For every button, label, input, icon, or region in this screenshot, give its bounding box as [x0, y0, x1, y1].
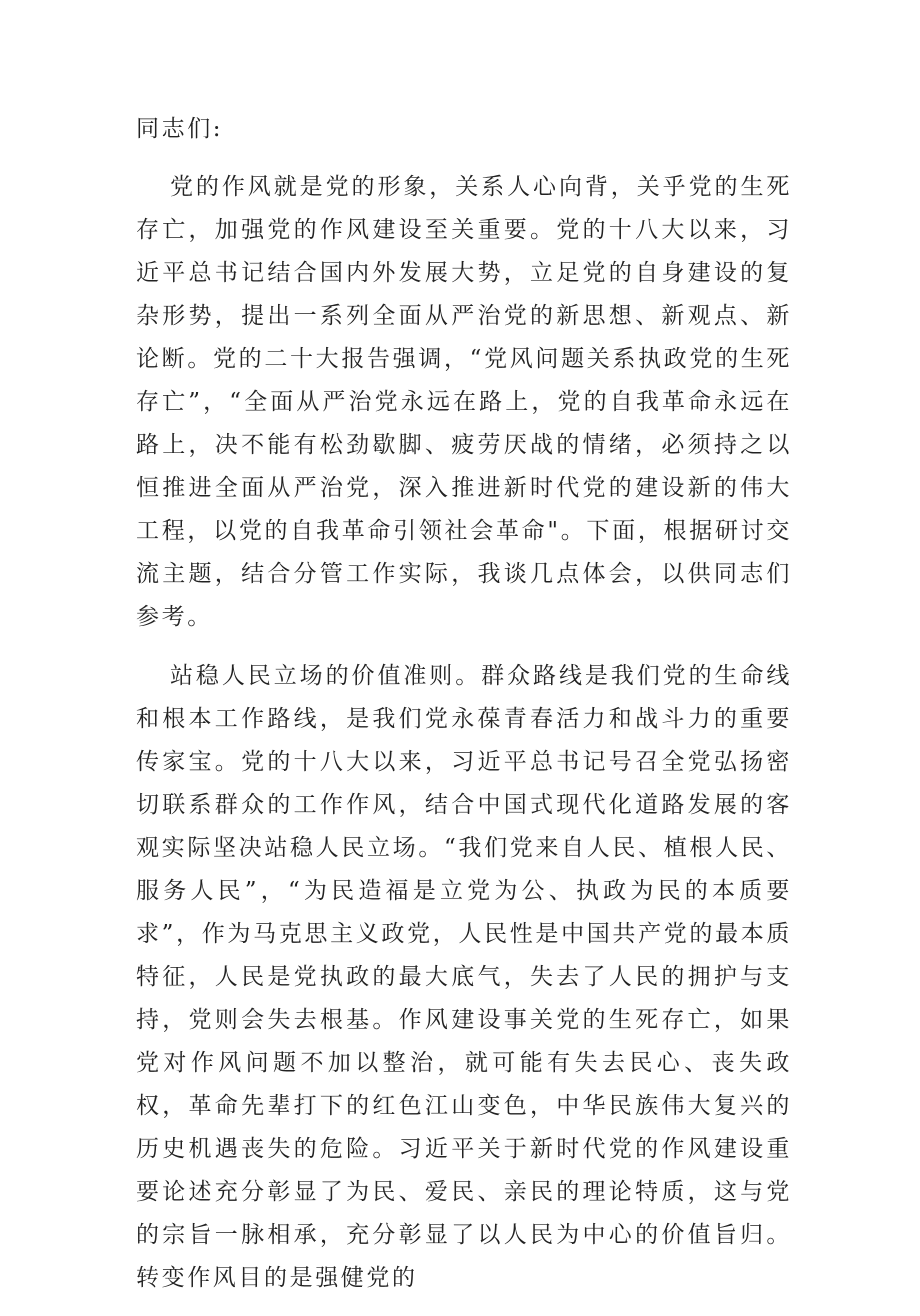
- greeting: 同志们:: [136, 116, 224, 142]
- paragraph-intro: 党的作风就是党的形象，关系人心向背，关乎党的生死存亡，加强党的作风建设至关重要。党的十八大以来，习近平总书记结合国内外发展大势，立足党的自身建设的复杂形势，提出一系列全面从严治党的新思想、新观点、新论断。党的二十大报告强调，“党风问题关系执政党的生死存亡”，“全面从严治党永远在路上，党的自我革命永远在路上，决不能有松劲歇脚、疲劳厌战的情绪，必须持之以恒推进全面从严治党，深入推进新时代党的建设新的伟大工程，以党的自我革命引领社会革命"。下面，根据研讨交流主题，结合分管工作实际，我谈几点体会，以供同志们参考。: [136, 174, 792, 630]
- paragraph-people-stance: 站稳人民立场的价值准则。群众路线是我们党的生命线和根本工作路线，是我们党永葆青春活力和战斗力的重要传家宝。党的十八大以来，习近平总书记号召全党弘扬密切联系群众的工作作风，结合中国式现代化道路发展的客观实际坚决站稳人民立场。“我们党来自人民、植根人民、服务人民”，“为民造福是立党为公、执政为民的本质要求”，作为马克思主义政党，人民性是中国共产党的最本质特征，人民是党执政的最大底气，失去了人民的拥护与支持，党则会失去根基。作风建设事关党的生死存亡，如果党对作风问题不加以整治，就可能有失去民心、丧失政权，革命先辈打下的红色江山变色，中华民族伟大复兴的历史机遇丧失的危险。习近平关于新时代党的作风建设重要论述充分彰显了为民、爱民、亲民的理论特质，这与党的宗旨一脉相承，充分彰显了以人民为中心的价值旨归。转变作风目的是强健党的: [136, 663, 792, 1291]
- document-body: [136, 108, 792, 1316]
